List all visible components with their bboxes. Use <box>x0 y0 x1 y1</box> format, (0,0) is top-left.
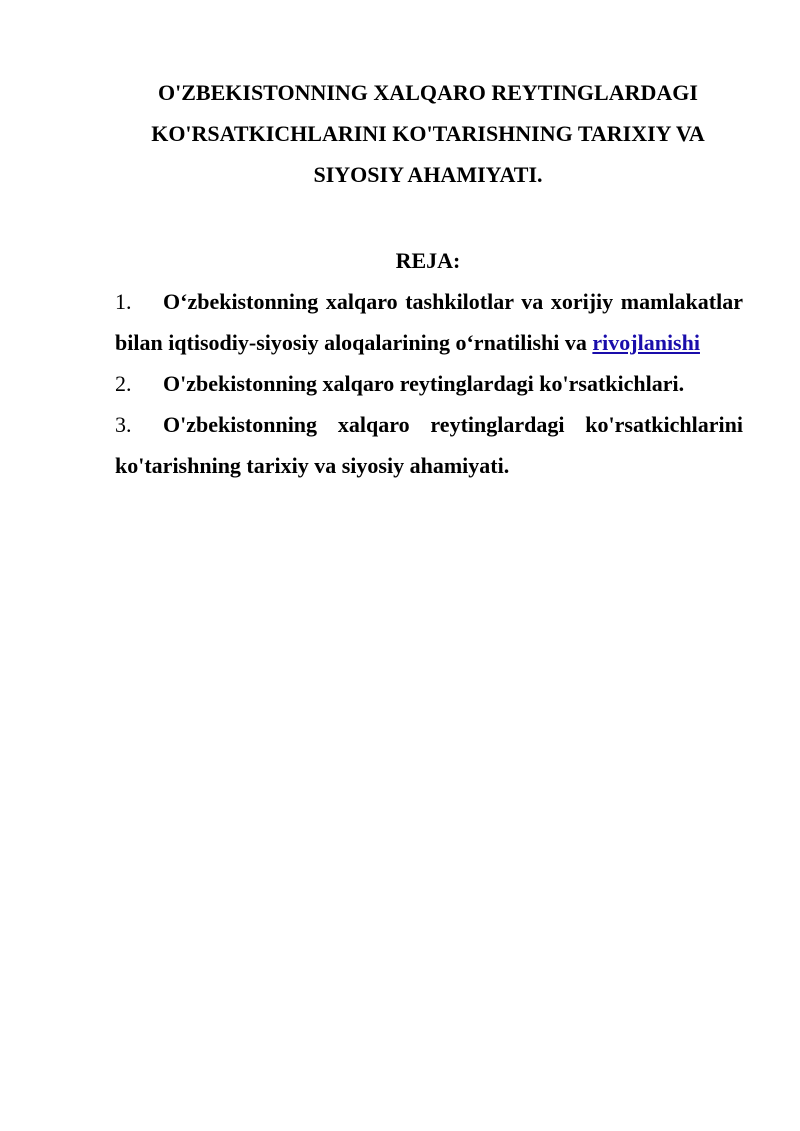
plan-item-text: O'zbekistonning xalqaro reytinglardagi ko'rsatkichlarini ko'tarishning tarixiy va siyosiy ahamiyati. <box>115 412 743 478</box>
plan-item-number: 1. <box>115 289 132 314</box>
plan-item-2 <box>115 363 743 404</box>
plan-list <box>115 281 743 486</box>
plan-item-number: 2. <box>115 371 132 396</box>
rivojlanishi-link[interactable]: rivojlanishi <box>592 330 700 355</box>
plan-item-text: O'zbekistonning xalqaro reytinglardagi ko'rsatkichlari. <box>163 371 685 396</box>
plan-item-1 <box>115 281 743 363</box>
plan-item-3 <box>115 404 743 486</box>
plan-item-text: O‘zbekistonning xalqaro tashkilotlar va xorijiy mamlakatlar bilan iqtisodiy-siyosiy aloqalarining o‘rnatilishi va <box>115 289 743 355</box>
plan-heading: REJA: <box>395 248 461 273</box>
plan-item-number: 3. <box>115 412 132 437</box>
document-title: O'ZBEKISTONNING XALQARO REYTINGLARDAGI KO'RSATKICHLARINI KO'TARISHNING TARIXIY VA SIYOSIY AHAMIYATI. <box>151 80 705 187</box>
